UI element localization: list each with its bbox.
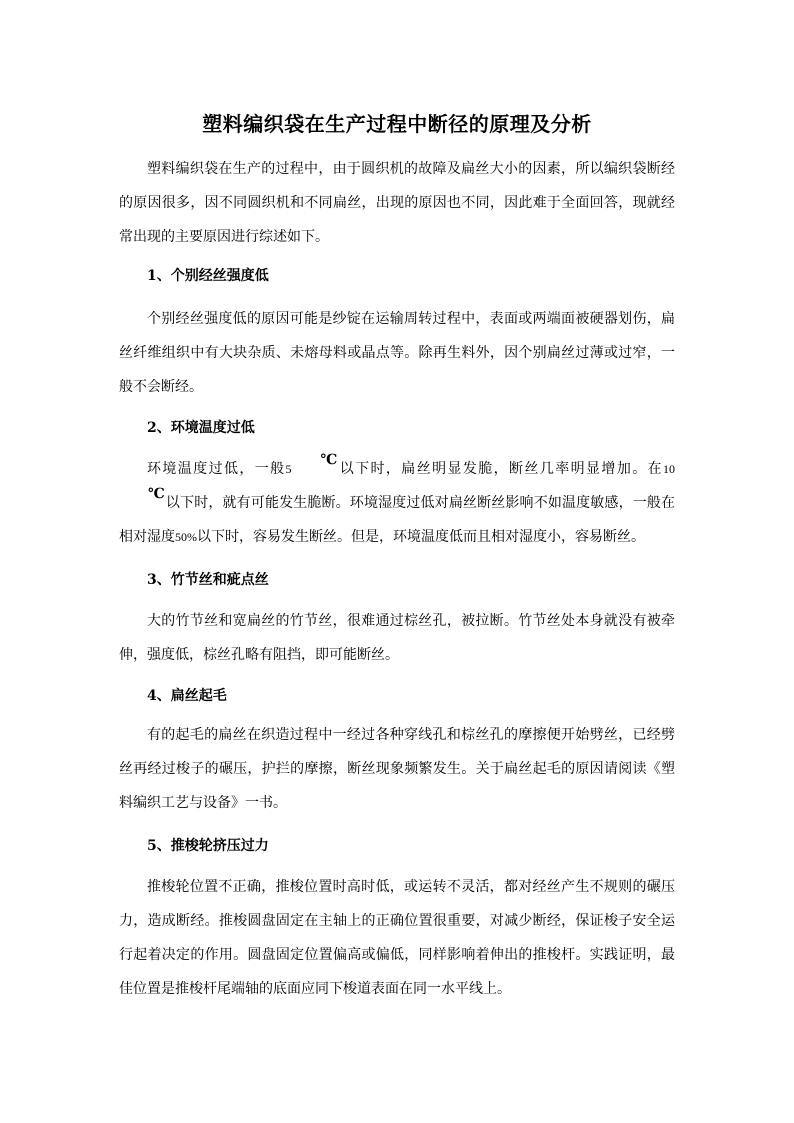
section-2-paragraph [119,452,675,554]
degree-celsius-symbol: ℃ [148,486,165,502]
section-2-text-part-4: 以下时，容易发生断丝。但是，环境温度低而且相对湿度小，容易断丝。 [197,529,645,545]
section-3-heading: 3、竹节丝和疵点丝 [147,572,269,588]
section-2-heading: 2、环境温度过低 [147,420,255,436]
section-2-text-part-1: 环境温度过低，一般 [147,461,286,477]
section-2-text-part-2: 以下时，扁丝明显发脆，断丝几率明显增加。在 [338,461,663,477]
section-1-paragraph: 个别经丝强度低的原因可能是纱锭在运输周转过程中，表面或两端面被硬器划伤，扁丝纤维组织中有大块杂质、未熔母料或晶点等。除再生料外，因个别扁丝过薄或过窄，一般不会断经。 [119,311,675,395]
degree-celsius-symbol: ℃ [320,452,338,468]
section-5-paragraph: 推梭轮位置不正确，推梭位置时高时低，或运转不灵活，都对经丝产生不规则的碾压力，造成断经。推梭圆盘固定在主轴上的正确位置很重要，对减少断经，保证梭子安全运行起着决定的作用。圆盘固定位置偏高或偏低，同样影响着伸出的推梭杆。实践证明，最佳位置是推梭杆尾端轴的底面应同下梭道表面在同一水平线上。 [119,879,675,997]
humidity-value: 50% [175,530,197,544]
section-3-paragraph: 大的竹节丝和宽扁丝的竹节丝，很难通过棕丝孔，被拉断。竹节丝处本身就没有被牵伸，强度低，棕丝孔略有阻挡，即可能断丝。 [119,613,675,663]
section-5-heading: 5、推梭轮挤压过力 [147,838,269,854]
intro-paragraph: 塑料编织袋在生产的过程中，由于圆织机的故障及扁丝大小的因素，所以编织袋断经的原因很多，因不同圆织机和不同扁丝，出现的原因也不同，因此难于全面回答，现就经常出现的主要原因进行综述如下。 [119,161,675,245]
section-4-paragraph: 有的起毛的扁丝在织造过程中一经过各种穿线孔和棕丝孔的摩擦便开始劈丝，已经劈丝再经过梭子的碾压，护拦的摩擦，断丝现象频繁发生。关于扁丝起毛的原因请阅读《塑料编织工艺与设备》一书。 [119,727,675,811]
section-2-text-part-3: 以下时，就有可能发生脆断。环境湿度过低对扁丝断丝影响不如温度敏感，一般在相对湿度 [119,495,675,545]
section-1-heading: 1、个别经丝强度低 [147,268,269,284]
section-4-heading: 4、扁丝起毛 [147,688,227,704]
temperature-value-5: 5 [285,462,292,476]
document-title: 塑料编织袋在生产过程中断径的原理及分析 [202,112,592,136]
temperature-value-10: 10 [663,462,675,476]
